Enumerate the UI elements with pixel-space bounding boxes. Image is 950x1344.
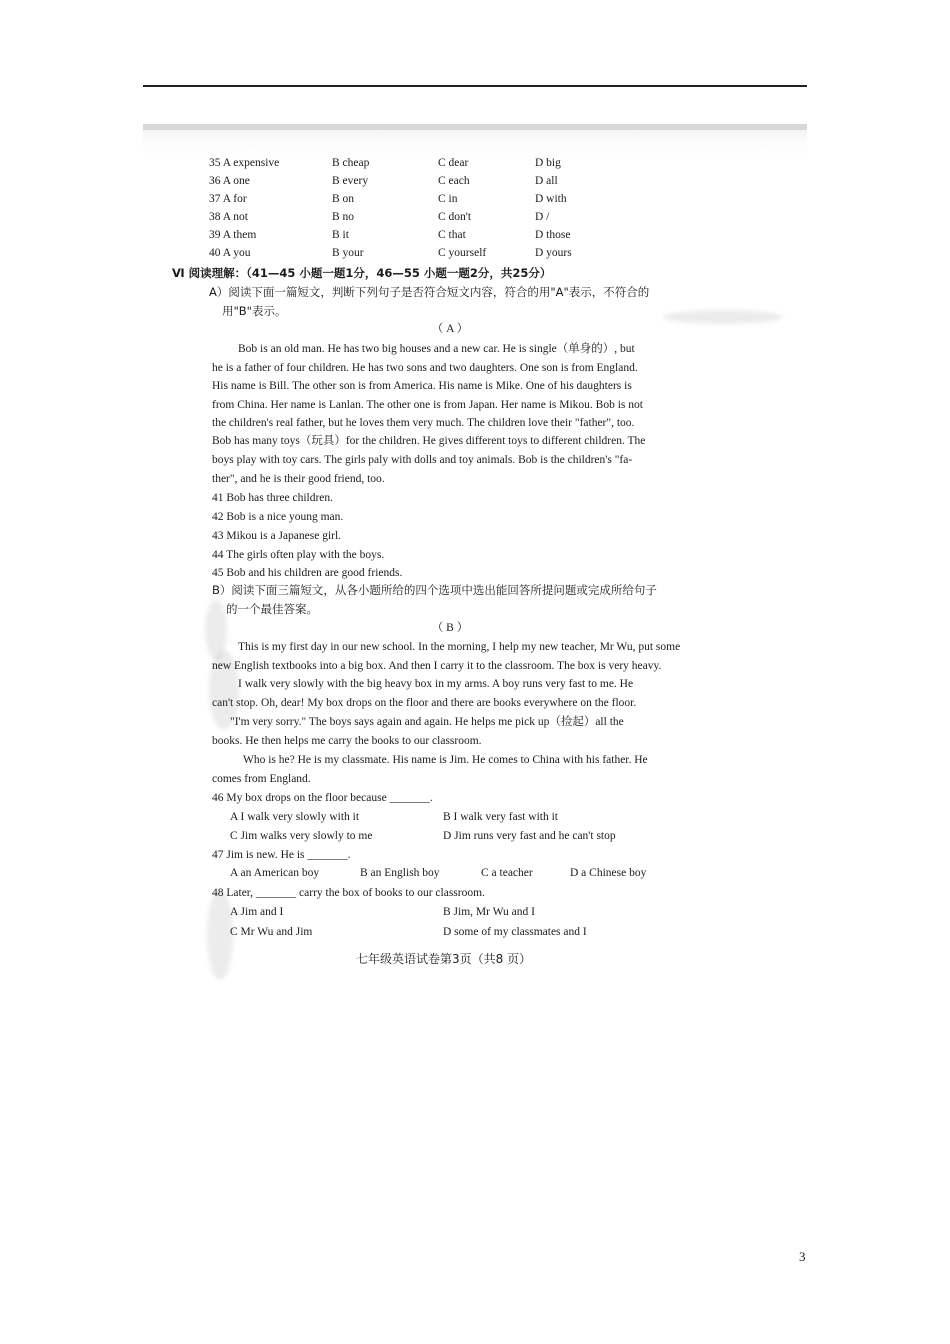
option-c: C that: [438, 229, 466, 241]
question-stem: 46 My box drops on the floor because _______.: [212, 792, 433, 804]
passage-line: Bob has many toys（玩具）for the children. He gives different toys to different children. The: [212, 435, 646, 447]
option-b: B on: [332, 193, 355, 205]
choice-c: C a teacher: [481, 867, 533, 879]
option-a: 38 A not: [209, 211, 248, 223]
option-a: 40 A you: [209, 247, 251, 259]
passage-line: His name is Bill. The other son is from America. His name is Mike. One of his daughters is: [212, 380, 632, 392]
choice-b: B an English boy: [360, 867, 440, 879]
choice-d: D a Chinese boy: [570, 867, 647, 879]
choice-d: D some of my classmates and I: [443, 926, 587, 938]
passage-line: the children's real father, but he loves them very much. The children love their "father", too.: [212, 417, 635, 429]
option-row-36: [209, 175, 629, 191]
passage-line: ther", and he is their good friend, too.: [212, 473, 385, 485]
option-c: C don't: [438, 211, 472, 223]
option-row-40: [209, 247, 629, 263]
section-heading: Ⅵ 阅读理解：（41—45 小题一题1分，46—55 小题一题2分，共25分）: [172, 266, 552, 280]
option-c: C in: [438, 193, 458, 205]
option-d: D big: [535, 157, 561, 169]
statement-42: 42 Bob is a nice young man.: [212, 511, 344, 523]
statement-45: 45 Bob and his children are good friends.: [212, 567, 403, 579]
passage-line: I walk very slowly with the big heavy box in my arms. A boy runs very fast to me. He: [238, 678, 634, 690]
option-d: D /: [535, 211, 550, 223]
question-stem: 48 Later, _______ carry the box of books to our classroom.: [212, 887, 485, 899]
choice-b: B I walk very fast with it: [443, 811, 558, 823]
part-b-instructions-cont: 的一个最佳答案。: [226, 602, 318, 616]
option-row-38: [209, 211, 629, 227]
part-a-instructions: A）阅读下面一篇短文，判断下列句子是否符合短文内容，符合的用"A"表示，不符合的: [209, 285, 650, 299]
option-a: 36 A one: [209, 175, 250, 187]
choice-a: A Jim and I: [230, 906, 284, 918]
header-rule: [143, 85, 807, 87]
passage-line: new English textbooks into a big box. And then I carry it to the classroom. The box is very heavy.: [212, 660, 662, 672]
option-b: B every: [332, 175, 369, 187]
passage-line: books. He then helps me carry the books to our classroom.: [212, 735, 482, 747]
passage-line: Bob is an old man. He has two big houses and a new car. He is single（单身的）, but: [238, 343, 635, 355]
choice-b: B Jim, Mr Wu and I: [443, 906, 535, 918]
choice-a: A I walk very slowly with it: [230, 811, 360, 823]
passage-b-label: （ B ）: [431, 622, 469, 634]
option-b: B your: [332, 247, 364, 259]
option-c: C dear: [438, 157, 469, 169]
choice-a: A an American boy: [230, 867, 320, 879]
passage-line: he is a father of four children. He has two sons and two daughters. One son is from England.: [212, 362, 638, 374]
choice-c: C Jim walks very slowly to me: [230, 830, 373, 842]
option-b: B cheap: [332, 157, 370, 169]
statement-43: 43 Mikou is a Japanese girl.: [212, 530, 342, 542]
passage-line: comes from England.: [212, 773, 311, 785]
passage-line: from China. Her name is Lanlan. The other one is from Japan. Her name is Mikou. Bob is not: [212, 399, 643, 411]
option-d: D all: [535, 175, 558, 187]
option-c: C each: [438, 175, 470, 187]
statement-44: 44 The girls often play with the boys.: [212, 549, 385, 561]
option-c: C yourself: [438, 247, 487, 259]
part-a-instructions-cont: 用"B"表示。: [222, 304, 287, 318]
passage-line: This is my first day in our new school. In the morning, I help my new teacher, Mr Wu, put some: [238, 641, 681, 653]
option-a: 35 A expensive: [209, 157, 280, 169]
passage-a-label: （ A ）: [431, 323, 469, 335]
statement-41: 41 Bob has three children.: [212, 492, 334, 504]
option-row-37: [209, 193, 629, 209]
passage-line: "I'm very sorry." The boys says again and again. He helps me pick up（捡起）all the: [230, 716, 624, 728]
page-number: 3: [799, 1249, 806, 1264]
option-a: 39 A them: [209, 229, 257, 241]
option-row-35: [209, 157, 629, 173]
exam-page-footer: 七年级英语试卷第3页（共8 页）: [356, 952, 532, 966]
option-a: 37 A for: [209, 193, 247, 205]
option-b: B it: [332, 229, 349, 241]
option-d: D with: [535, 193, 567, 205]
passage-line: Who is he? He is my classmate. His name is Jim. He comes to China with his father. He: [243, 754, 648, 766]
question-stem: 47 Jim is new. He is _______.: [212, 849, 351, 861]
choice-d: D Jim runs very fast and he can't stop: [443, 830, 616, 842]
option-row-39: [209, 229, 629, 245]
choice-c: C Mr Wu and Jim: [230, 926, 313, 938]
part-b-instructions: B）阅读下面三篇短文，从各小题所给的四个选项中选出能回答所提问题或完成所给句子: [212, 583, 657, 597]
option-d: D yours: [535, 247, 572, 259]
passage-line: boys play with toy cars. The girls paly with dolls and toy animals. Bob is the children's "fa-: [212, 454, 633, 466]
option-d: D those: [535, 229, 571, 241]
option-b: B no: [332, 211, 355, 223]
passage-line: can't stop. Oh, dear! My box drops on the floor and there are books everywhere on the floor.: [212, 697, 637, 709]
